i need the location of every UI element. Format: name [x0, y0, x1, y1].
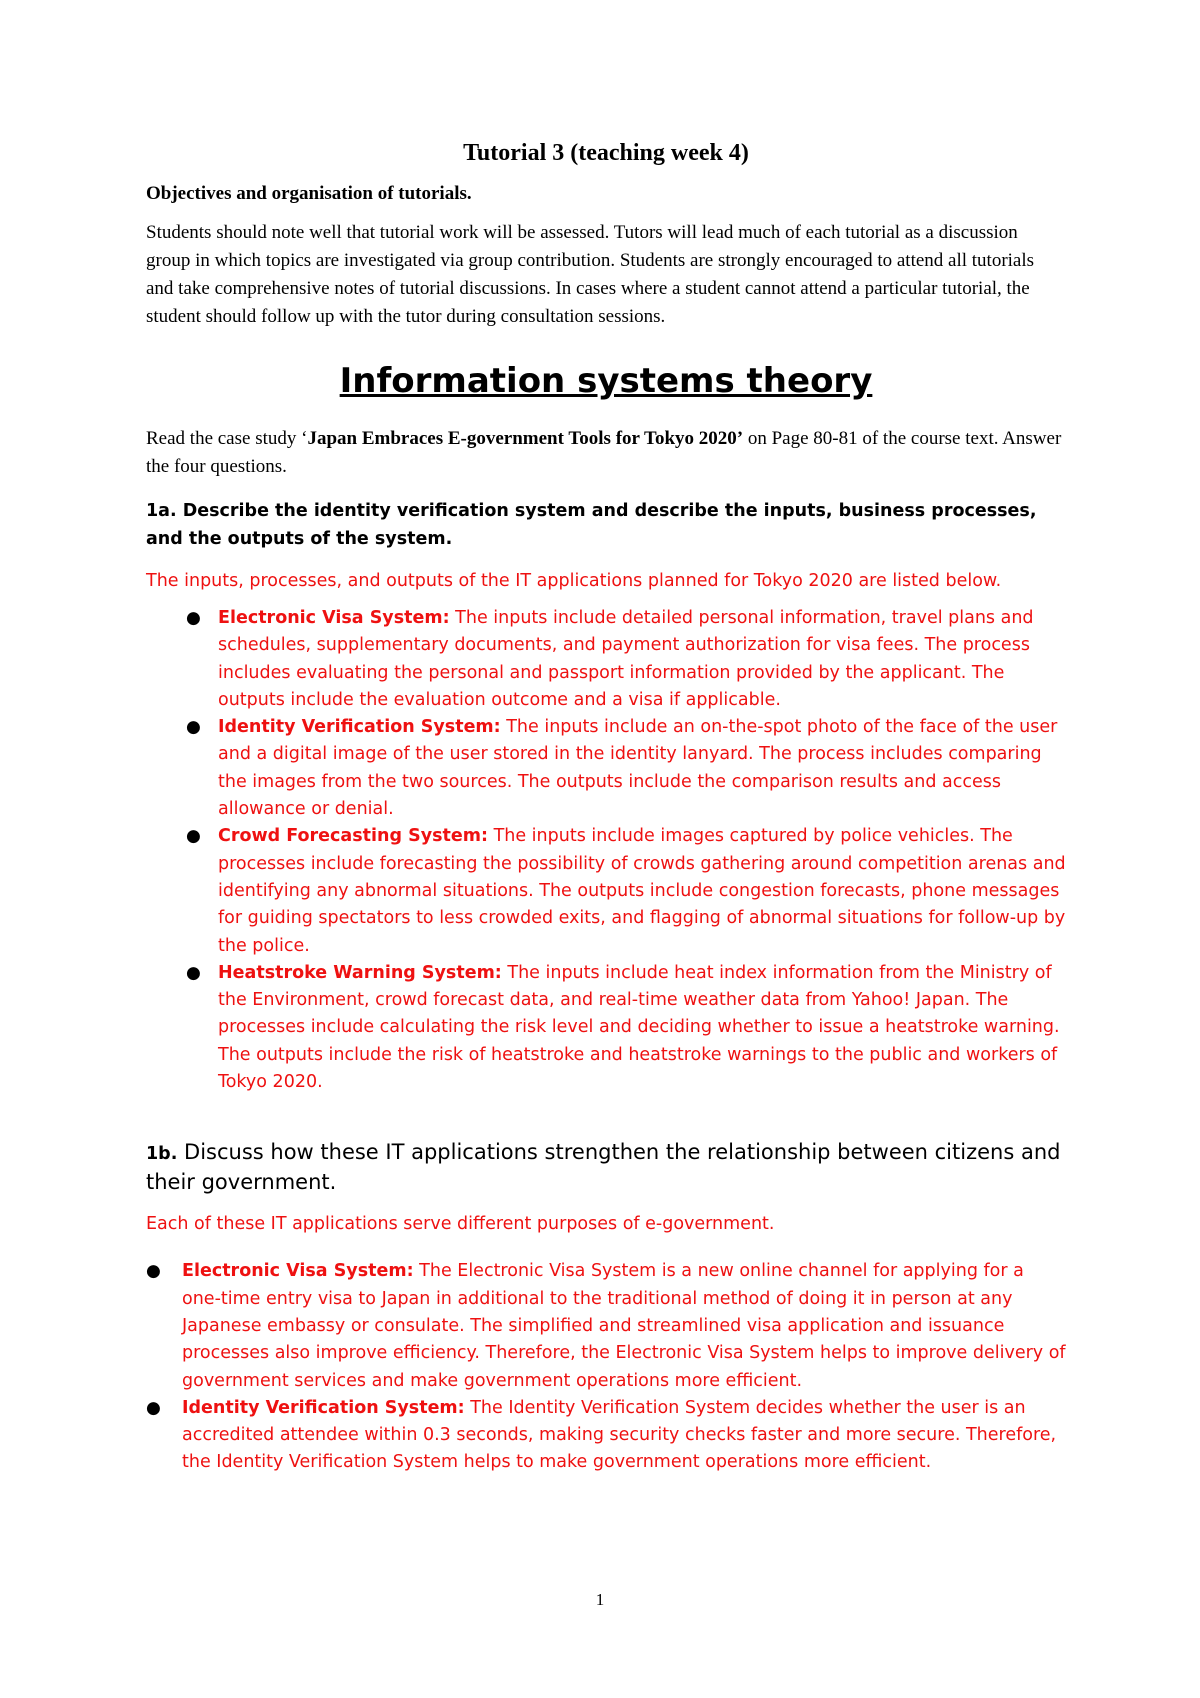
question-1b-label: 1b. [146, 1144, 178, 1165]
item-label: Electronic Visa System: [218, 608, 450, 628]
case-study-title: Japan Embraces E-government Tools for Tokyo 2020’ [307, 428, 744, 449]
section-heading: Information systems theory [339, 361, 873, 401]
item-text: The inputs include detailed personal information, travel plans and schedules, supplementary documents, and payment authorization for visa fees. The process includes evaluating the personal and passport information provided by the applicant. The outputs include the evaluation outcome and a visa if applicable. [218, 608, 1034, 710]
bullet-icon: ● [146, 1397, 161, 1418]
answer-1a-list [146, 605, 1066, 1096]
item-label: Identity Verification System: [182, 1397, 465, 1418]
item-label: Electronic Visa System: [182, 1261, 414, 1282]
list-item [146, 1395, 1066, 1477]
item-text: The inputs include images captured by police vehicles. The processes include forecasting the possibility of crowds gathering around competition arenas and identifying any abnormal situations. The outputs include congestion forecasts, phone messages for guiding spectators to less crowded exits, and flagging of abnormal situations for follow-up by the police. [218, 826, 1066, 956]
list-item [146, 823, 1066, 959]
bullet-icon: ● [186, 608, 201, 628]
page-title: Tutorial 3 (teaching week 4) [463, 140, 749, 166]
item-label: Identity Verification System: [218, 717, 501, 738]
list-item [146, 605, 1066, 714]
list-item [146, 1258, 1066, 1394]
objectives-heading: Objectives and organisation of tutorials. [146, 183, 472, 204]
bullet-icon: ● [186, 717, 201, 738]
bullet-icon: ● [146, 1261, 161, 1282]
intro-post: on Page 80-81 of the course text. Answer the four questions. [146, 428, 1062, 477]
item-label: Heatstroke Warning System: [218, 962, 502, 983]
intro-pre: Read the case study ‘ [146, 428, 308, 449]
document-page [146, 140, 1066, 1477]
answer-1b-list [146, 1258, 1066, 1476]
item-text: The Identity Verification System decides whether the user is an accredited attendee within 0.3 seconds, making security checks faster and more secure. Therefore, the Identity Verification System helps to make government operations more efficient. [182, 1397, 1057, 1473]
item-label: Crowd Forecasting System: [218, 826, 488, 847]
answer-1b-intro: Each of these IT applications serve different purposes of e-government. [146, 1214, 775, 1235]
question-1a: 1a. Describe the identity verification system and describe the inputs, business processes, and the outputs of the system. [146, 501, 1037, 549]
bullet-icon: ● [186, 826, 201, 847]
question-1b [146, 1138, 1066, 1196]
bullet-icon: ● [186, 962, 201, 983]
list-item [146, 960, 1066, 1096]
list-item [146, 714, 1066, 823]
item-text: The Electronic Visa System is a new online channel for applying for a one-time entry visa to Japan in additional to the traditional method of doing it in person at any Japanese embassy or consulate. The simplified and streamlined visa application and issuance processes also improve efficiency. Therefore, the Electronic Visa System helps to improve delivery of government services and make government operations more efficient. [182, 1261, 1066, 1391]
page-number: 1 [595, 1590, 605, 1609]
objectives-paragraph: Students should note well that tutorial work will be assessed. Tutors will lead much of each tutorial as a discussion group in which topics are investigated via group contribution. Students are strongly encouraged to attend all tutorials and take comprehensive notes of tutorial discussions. In cases where a student cannot attend a particular tutorial, the student should follow up with the tutor during consultation sessions. [146, 222, 1035, 327]
item-text: The inputs include heat index information from the Ministry of the Environment, crowd forecast data, and real-time weather data from Yahoo! Japan. The processes include calculating the risk level and deciding whether to issue a heatstroke warning. The outputs include the risk of heatstroke and heatstroke warnings to the public and workers of Tokyo 2020. [218, 962, 1060, 1093]
answer-1a-intro: The inputs, processes, and outputs of the IT applications planned for Tokyo 2020 are listed below. [146, 571, 1002, 591]
intro-paragraph [146, 425, 1066, 481]
item-text: The inputs include an on-the-spot photo of the face of the user and a digital image of the user stored in the identity lanyard. The process includes comparing the images from the two sources. The outputs include the comparison results and access allowance or denial. [218, 717, 1058, 820]
question-1b-text: Discuss how these IT applications strengthen the relationship between citizens and their government. [146, 1140, 1061, 1195]
